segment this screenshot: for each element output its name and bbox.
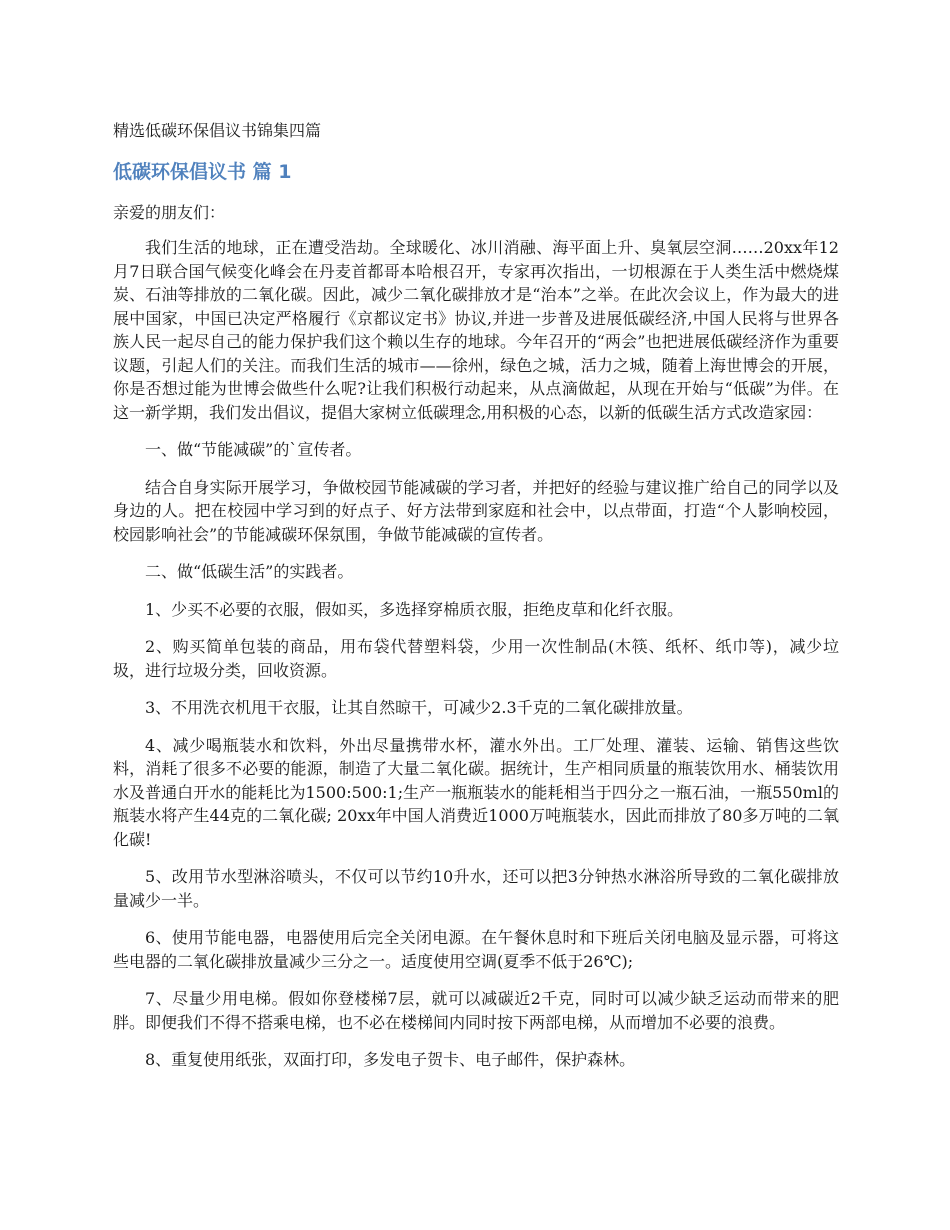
greeting-line: 亲爱的朋友们： [113, 203, 226, 222]
point-one-heading: 一、做“节能减碳”的`宣传者。 [145, 440, 362, 459]
document-title: 精选低碳环保倡议书锦集四篇 [113, 121, 322, 140]
document-page [113, 118, 839, 1086]
list-item-5: 5、改用节水型淋浴喷头，不仅可以节约10升水，还可以把3分钟热水淋浴所导致的二氧化碳排放量减少一半。 [113, 867, 839, 910]
list-item-2: 2、购买简单包装的商品，用布袋代替塑料袋，少用一次性制品(木筷、纸杯、纸巾等)，减少垃圾，进行垃圾分类，回收资源。 [113, 637, 839, 680]
list-item-7: 7、尽量少用电梯。假如你登楼梯7层，就可以减碳近2千克，同时可以减少缺乏运动而带来的肥胖。即便我们不得不搭乘电梯，也不必在楼梯间内同时按下两部电梯，从而增加不必要的浪费。 [113, 989, 839, 1032]
point-two-heading: 二、做“低碳生活”的实践者。 [145, 562, 354, 581]
list-item-4: 4、减少喝瓶装水和饮料，外出尽量携带水杯，灌水外出。工厂处理、灌装、运输、销售这些饮料，消耗了很多不必要的能源，制造了大量二氧化碳。据统计，生产相同质量的瓶装饮用水、桶装饮用水及普通白开水的能耗比为1500:500:1;生产一瓶瓶装水的能耗相当于四分之一瓶石油，一瓶550ml的瓶装水将产生44克的二氧化碳; 20xx年中国人消费近1000万吨瓶装水，因此而排放了80多万吨的二氧化碳! [113, 735, 839, 849]
list-item-6: 6、使用节能电器，电器使用后完全关闭电源。在午餐休息时和下班后关闭电脑及显示器，可将这些电器的二氧化碳排放量减少三分之一。适度使用空调(夏季不低于26℃); [113, 928, 839, 971]
list-item-3: 3、不用洗衣机甩干衣服，让其自然晾干，可减少2.3千克的二氧化碳排放量。 [145, 698, 693, 717]
point-one-body: 结合自身实际开展学习，争做校园节能减碳的学习者，并把好的经验与建议推广给自己的同学以及身边的人。把在校园中学习到的好点子、好方法带到家庭和社会中，以点带面，打造“个人影响校园，校园影响社会”的节能减碳环保氛围，争做节能减碳的宣传者。 [113, 477, 839, 544]
list-item-1: 1、少买不必要的衣服，假如买，多选择穿棉质衣服，拒绝皮草和化纤衣服。 [145, 599, 684, 619]
list-item-8: 8、重复使用纸张，双面打印，多发电子贺卡、电子邮件，保护森林。 [145, 1050, 636, 1069]
intro-paragraph: 我们生活的地球，正在遭受浩劫。全球暖化、冰川消融、海平面上升、臭氧层空洞……20xx年12月7日联合国气候变化峰会在丹麦首都哥本哈根召开，专家再次指出，一切根源在于人类生活中燃烧煤炭、石油等排放的二氧化碳。因此，减少二氧化碳排放才是“治本”之举。在此次会议上，作为最大的进展中国家，中国已决定严格履行《京都议定书》协议,并进一步普及进展低碳经济,中国人民将与世界各族人民一起尽自己的能力保护我们这个赖以生存的地球。今年召开的“两会”也把进展低碳经济作为重要议题，引起人们的关注。而我们生活的城市——徐州，绿色之城，活力之城，随着上海世博会的开展，你是否想过能为世博会做些什么呢?让我们积极行动起来，从点滴做起，从现在开始与“低碳”为伴。在这一新学期，我们发出倡议，提倡大家树立低碳理念,用积极的心态，以新的低碳生活方式改造家园： [113, 238, 839, 422]
section-heading: 低碳环保倡议书 篇 1 [113, 161, 292, 183]
